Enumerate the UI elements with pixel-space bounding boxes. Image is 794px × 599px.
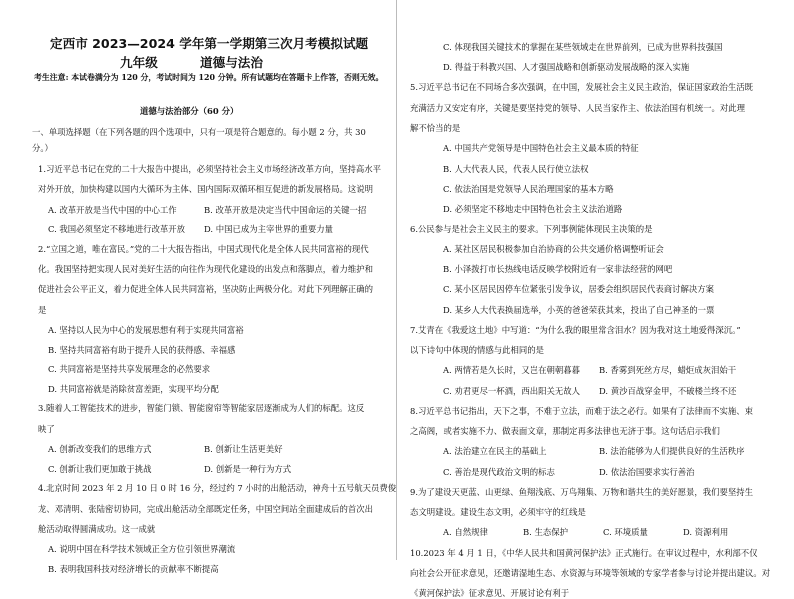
question-text: 5.习近平总书记在不同场合多次强调，在中国，发展社会主义民主政治，保证国家政治生活既 [410,82,753,93]
answer-option: D. 共同富裕就是消除贫富差距，实现平均分配 [48,383,219,394]
answer-option: A. 法治建立在民主的基础上 [443,446,547,457]
question-text: 是 [38,304,47,315]
answer-option: C. 共同富裕是坚持共享发展理念的必然要求 [48,364,211,375]
answer-option: B. 创新让生活更美好 [204,444,283,454]
part1-heading: 一、单项选择题（在下列各题的四个选项中，只有一项是符合题意的。每小题 2 分，共 30 [32,127,366,137]
answer-option: C. 环境质量 [603,527,648,538]
question-text: 4.北京时间 2023 年 2 月 10 日 0 时 16 分，经过约 7 小时的出舱活动，神舟十五号航天员费俊 [38,483,397,494]
question-text: 舱活动取得圆满成功。这一成就 [38,523,156,534]
question-text: 7.艾青在《我爱这土地》中写道：“为什么我的眼里常含泪水？因为我对这土地爱得深沉。” [410,324,741,335]
answer-option: C. 依法治国是党领导人民治理国家的基本方略 [443,183,614,194]
answer-option: C. 某小区居民因停车位紧张引发争议，居委会组织居民代表商讨解决方案 [443,284,715,295]
question-text: 2.“立国之道，唯在富民。”党的二十大报告指出，中国式现代化是全体人民共同富裕的现代 [38,243,369,254]
answer-option: B. 法治能够为人们提供良好的生活秩序 [599,446,745,457]
question-text: 之高阁，或者实施不力、做表面文章，那制定再多法律也无济于事。这句话启示我们 [410,426,720,436]
answer-option: D. 得益于科教兴国、人才强国战略和创新驱动发展战略的深入实施 [443,62,690,73]
exam-title: 定西市 2023—2024 学年第一学期第三次月考模拟试题 [50,36,369,51]
exam-notice: 考生注意: 本试卷满分为 120 分，考试时间为 120 分钟。所有试题均在答题卡上作答，否则无效。 [34,73,384,82]
answer-option: A. 中国共产党领导是中国特色社会主义最本质的特征 [443,143,639,154]
answer-option: A. 改革开放是当代中国的中心工作 [48,204,177,215]
answer-option: B. 坚持共同富裕有助于提升人民的获得感、幸福感 [48,344,236,355]
answer-option: C. 创新让我们更加敢于挑战 [48,463,152,474]
answer-option: A. 某社区居民积极参加自治协商的公共交通价格调整听证会 [443,244,664,255]
answer-option: C. 劝君更尽一杯酒，西出阳关无故人 [443,385,581,396]
answer-option: D. 某乡人大代表换届选举，小英的爸爸荣获其来，投出了自己神圣的一票 [443,304,715,315]
question-text: 映了 [38,423,55,434]
answer-option: B. 生态保护 [523,527,568,538]
answer-option: C. 我国必须坚定不移地进行改革开放 [48,224,186,235]
question-text: 向社会公开征求意见，还邀请湿地生态、水资源与环境等领域的专家学者参与讨论并提出建议。对 [410,567,771,578]
answer-option: B. 小泽拨打市长热线电话反映学校附近有一家非法经营的网吧 [443,264,673,275]
answer-option: A. 自然规律 [443,527,488,538]
answer-option: D. 中国已成为主宰世界的重要力量 [204,224,333,235]
answer-option: D. 黄沙百战穿金甲，不破楼兰终不还 [599,385,737,396]
section-title: 道德与法治部分（60 分） [140,106,239,116]
answer-option: D. 依法治国要求实行善治 [599,466,695,477]
question-text: 龙、邓清明、张陆密切协同，完成出舱活动全部既定任务，中国空间站全面建成后的首次出 [38,503,373,514]
grade-label: 九年级 [120,55,158,70]
question-text: 10.2023 年 4 月 1 日，《中华人民共和国黄河保护法》正式施行。在审议过程中，水利部不仅 [410,547,758,558]
answer-option: B. 香雾到死丝方尽，蜡炬成灰泪始干 [599,365,737,376]
question-text: 8.习近平总书记指出，天下之事，不难于立法，而难于法之必行。如果有了法律而不实施、束 [410,405,753,416]
question-text: 9.为了建设天更蓝、山更绿、鱼翔浅底、万鸟翔集、万物和谐共生的美好愿景，我们要坚持生 [410,486,753,497]
question-text: 1.习近平总书记在党的二十大报告中提出，必须坚持社会主义市场经济改革方向，坚持高水平 [38,164,381,174]
subject-label: 道德与法治 [200,55,263,70]
answer-option: C. 善治是现代政治文明的标志 [443,466,555,477]
answer-option: B. 改革开放是决定当代中国命运的关键一招 [204,204,367,215]
question-text: 《黄河保护法》征求意见、开展讨论有利于 [410,588,570,599]
question-text: 以下诗句中体现的情感与此相同的是 [410,345,544,355]
answer-option: A. 创新改变我们的思维方式 [48,444,152,454]
answer-option: D. 必须坚定不移地走中国特色社会主义法治道路 [443,203,623,214]
answer-option: B. 表明我国科技对经济增长的贡献率不断提高 [48,563,219,574]
answer-option: A. 坚持以人民为中心的发展思想有利于实现共同富裕 [48,325,244,335]
part1-heading-cont: 分。） [32,143,53,153]
answer-option: A. 两情若是久长时，又岂在朝朝暮暮 [443,365,580,376]
answer-option: B. 人大代表人民，代表人民行使立法权 [443,163,589,174]
question-text: 充满活力又安定有序，关键是要坚持党的领导、人民当家作主、依法治国有机统一。对此理 [410,102,745,113]
answer-option: D. 创新是一种行为方式 [204,463,292,474]
question-text: 化。我国坚持把实现人民对美好生活的向往作为现代化建设的出发点和落脚点，着力维护和 [38,264,373,275]
question-text: 态文明建设。建设生态文明，必须牢守的红线是 [410,507,586,517]
answer-option: A. 说明中国在科学技术领域正全方位引领世界潮流 [48,544,236,555]
question-text: 对外开放，加快构建以国内大循环为主体、国内国际双循环相互促进的新发展格局。这说明 [38,184,373,195]
answer-option: C. 体现我国关键技术的掌握在某些领域走在世界前列，已成为世界科技强国 [443,42,723,52]
question-text: 解不恰当的是 [410,123,461,133]
question-text: 3.随着人工智能技术的进步，智能门锁、智能窗帘等智能家居逐渐成为人们的标配。这反 [38,403,365,414]
question-text: 6.公民参与是社会主义民主的要求。下列事例能体现民主决策的是 [410,223,653,234]
column-divider [396,0,397,560]
answer-option: D. 资源利用 [683,527,729,538]
question-text: 促进社会公平正义，着力促进全体人民共同富裕，坚决防止两极分化。对此下列理解正确的 [38,284,373,295]
